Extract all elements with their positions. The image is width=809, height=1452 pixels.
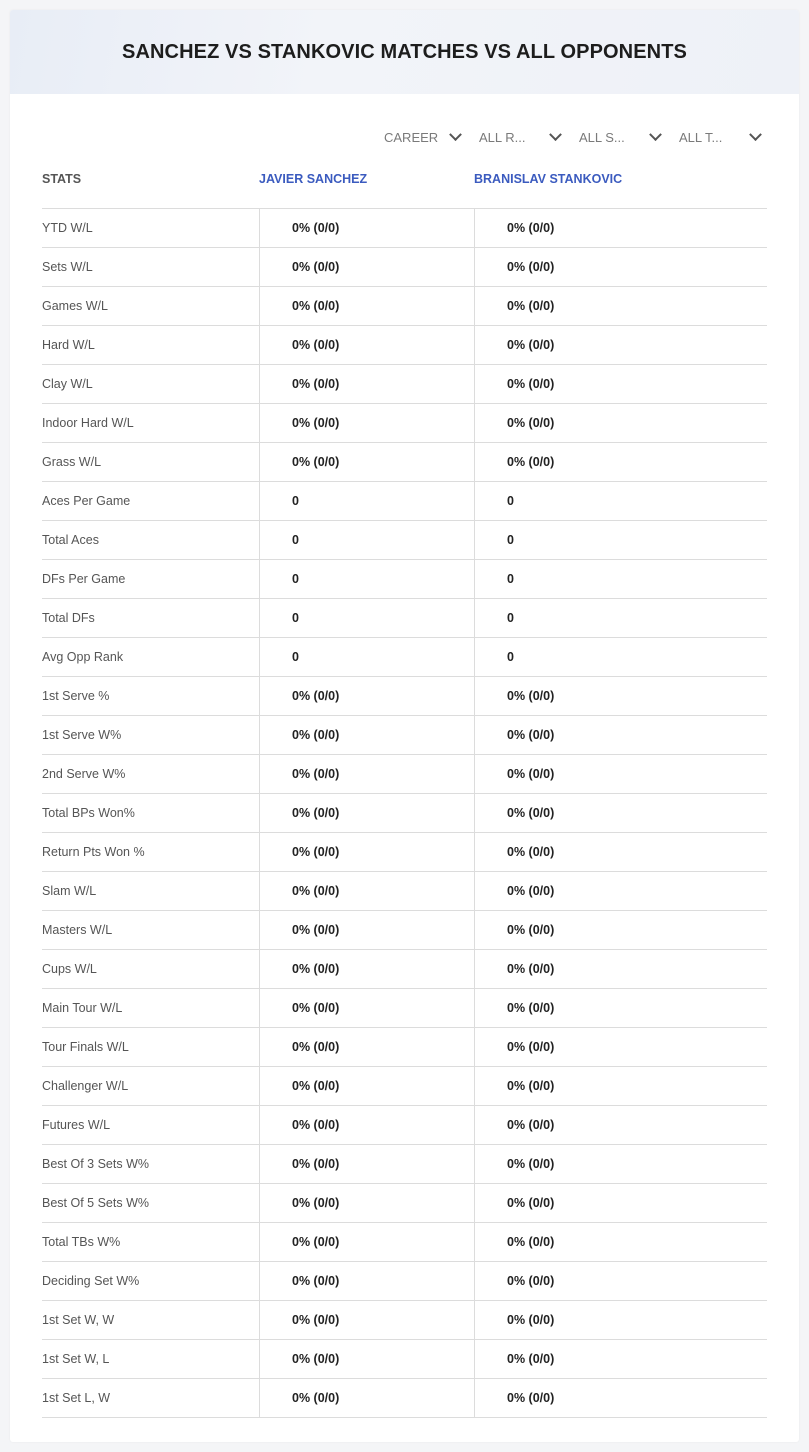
table-row	[42, 209, 767, 248]
player1-value: 0% (0/0)	[259, 716, 474, 754]
player2-value: 0% (0/0)	[474, 248, 767, 286]
player2-value: 0	[474, 638, 767, 676]
player2-link[interactable]: BRANISLAV STANKOVIC	[474, 172, 623, 186]
page-title: SANCHEZ VS STANKOVIC MATCHES VS ALL OPPONENTS	[122, 40, 687, 63]
tournament-select-value: ALL T...	[679, 129, 723, 145]
player2-value: 0% (0/0)	[474, 794, 767, 832]
player2-value: 0	[474, 599, 767, 637]
player2-value: 0	[474, 560, 767, 598]
table-row	[42, 560, 767, 599]
stat-label: 1st Serve W%	[42, 728, 122, 742]
player2-value: 0% (0/0)	[474, 287, 767, 325]
player2-value: 0% (0/0)	[474, 872, 767, 910]
stat-label: Total Aces	[42, 533, 99, 547]
player1-value: 0	[259, 560, 474, 598]
chevron-down-icon	[649, 128, 662, 141]
player1-value: 0	[259, 521, 474, 559]
player1-value: 0% (0/0)	[259, 872, 474, 910]
stat-label: Deciding Set W%	[42, 1274, 140, 1288]
player1-value: 0% (0/0)	[259, 755, 474, 793]
player1-value: 0% (0/0)	[259, 1067, 474, 1105]
round-select[interactable]	[479, 126, 564, 148]
stat-label: Aces Per Game	[42, 494, 131, 508]
player2-value: 0% (0/0)	[474, 1106, 767, 1144]
player2-value: 0% (0/0)	[474, 1223, 767, 1261]
table-row	[42, 1028, 767, 1067]
period-select-value: CAREER	[384, 129, 439, 145]
player2-value: 0% (0/0)	[474, 326, 767, 364]
stat-label: Tour Finals W/L	[42, 1040, 129, 1054]
table-row	[42, 638, 767, 677]
surface-select[interactable]	[579, 126, 664, 148]
player1-value: 0% (0/0)	[259, 794, 474, 832]
player1-value: 0	[259, 482, 474, 520]
player1-value: 0% (0/0)	[259, 1223, 474, 1261]
stat-label: Sets W/L	[42, 260, 93, 274]
stat-label: Masters W/L	[42, 923, 113, 937]
player1-value: 0% (0/0)	[259, 989, 474, 1027]
player2-value: 0% (0/0)	[474, 443, 767, 481]
stat-label: Best Of 5 Sets W%	[42, 1196, 149, 1210]
stat-label: Total TBs W%	[42, 1235, 121, 1249]
player2-value: 0% (0/0)	[474, 1340, 767, 1378]
player2-value: 0% (0/0)	[474, 209, 767, 247]
player1-value: 0	[259, 638, 474, 676]
stat-label: Hard W/L	[42, 338, 95, 352]
stat-label: 1st Serve %	[42, 689, 110, 703]
stats-table	[42, 208, 767, 1418]
stat-label: Challenger W/L	[42, 1079, 129, 1093]
table-row	[42, 989, 767, 1028]
stat-label: Cups W/L	[42, 962, 97, 976]
table-row	[42, 1340, 767, 1379]
table-row	[42, 521, 767, 560]
table-row	[42, 599, 767, 638]
table-row	[42, 872, 767, 911]
player1-value: 0% (0/0)	[259, 287, 474, 325]
page-header	[10, 10, 799, 94]
stats-card	[10, 10, 799, 1442]
player1-value: 0% (0/0)	[259, 1262, 474, 1300]
table-row	[42, 794, 767, 833]
table-row	[42, 677, 767, 716]
player2-value: 0% (0/0)	[474, 1184, 767, 1222]
stat-label: Grass W/L	[42, 455, 102, 469]
player2-value: 0% (0/0)	[474, 677, 767, 715]
player2-value: 0% (0/0)	[474, 950, 767, 988]
player1-value: 0% (0/0)	[259, 950, 474, 988]
stat-label: Slam W/L	[42, 884, 97, 898]
chevron-down-icon	[549, 128, 562, 141]
table-row	[42, 1106, 767, 1145]
player1-value: 0% (0/0)	[259, 1301, 474, 1339]
player2-value: 0% (0/0)	[474, 1301, 767, 1339]
surface-select-value: ALL S...	[579, 129, 625, 145]
player1-value: 0% (0/0)	[259, 833, 474, 871]
stat-label: Clay W/L	[42, 377, 93, 391]
stat-label: Games W/L	[42, 299, 108, 313]
player1-value: 0% (0/0)	[259, 677, 474, 715]
player2-value: 0% (0/0)	[474, 1379, 767, 1417]
table-row	[42, 365, 767, 404]
stat-label: 1st Set L, W	[42, 1391, 111, 1405]
table-row	[42, 1262, 767, 1301]
stat-label: YTD W/L	[42, 221, 93, 235]
player1-value: 0% (0/0)	[259, 209, 474, 247]
stat-label: Main Tour W/L	[42, 1001, 123, 1015]
table-row	[42, 911, 767, 950]
player1-value: 0% (0/0)	[259, 1184, 474, 1222]
stat-label: Return Pts Won %	[42, 845, 145, 859]
table-row	[42, 833, 767, 872]
player1-value: 0% (0/0)	[259, 326, 474, 364]
player1-value: 0% (0/0)	[259, 443, 474, 481]
table-row	[42, 248, 767, 287]
chevron-down-icon	[749, 128, 762, 141]
stat-label: DFs Per Game	[42, 572, 126, 586]
player2-value: 0% (0/0)	[474, 1145, 767, 1183]
player1-value: 0% (0/0)	[259, 248, 474, 286]
player2-value: 0% (0/0)	[474, 1262, 767, 1300]
table-row	[42, 716, 767, 755]
player2-value: 0% (0/0)	[474, 716, 767, 754]
player1-value: 0% (0/0)	[259, 911, 474, 949]
player2-value: 0% (0/0)	[474, 833, 767, 871]
stat-label: Best Of 3 Sets W%	[42, 1157, 149, 1171]
player2-value: 0% (0/0)	[474, 365, 767, 403]
player1-link[interactable]: JAVIER SANCHEZ	[259, 172, 368, 186]
player2-value: 0% (0/0)	[474, 1067, 767, 1105]
player1-value: 0% (0/0)	[259, 365, 474, 403]
stats-column-header: STATS	[42, 172, 82, 186]
stat-label: 1st Set W, L	[42, 1352, 110, 1366]
filter-bar	[10, 126, 799, 148]
player1-value: 0% (0/0)	[259, 1340, 474, 1378]
player2-value: 0% (0/0)	[474, 989, 767, 1027]
round-select-value: ALL R...	[479, 129, 526, 145]
stat-label: Avg Opp Rank	[42, 650, 124, 664]
player2-value: 0	[474, 482, 767, 520]
table-row	[42, 482, 767, 521]
tournament-select[interactable]	[679, 126, 764, 148]
player1-value: 0% (0/0)	[259, 404, 474, 442]
stat-label: 2nd Serve W%	[42, 767, 126, 781]
player1-value: 0	[259, 599, 474, 637]
stat-label: Indoor Hard W/L	[42, 416, 134, 430]
player2-value: 0	[474, 521, 767, 559]
table-row	[42, 1379, 767, 1418]
chevron-down-icon	[449, 128, 462, 141]
player1-value: 0% (0/0)	[259, 1028, 474, 1066]
player1-value: 0% (0/0)	[259, 1379, 474, 1417]
player2-value: 0% (0/0)	[474, 755, 767, 793]
player1-value: 0% (0/0)	[259, 1106, 474, 1144]
stat-label: 1st Set W, W	[42, 1313, 115, 1327]
player2-value: 0% (0/0)	[474, 404, 767, 442]
table-row	[42, 1067, 767, 1106]
table-row	[42, 326, 767, 365]
table-row	[42, 1223, 767, 1262]
stat-label: Total BPs Won%	[42, 806, 135, 820]
table-row	[42, 1301, 767, 1340]
player1-value: 0% (0/0)	[259, 1145, 474, 1183]
period-select[interactable]	[384, 126, 464, 148]
stat-label: Futures W/L	[42, 1118, 111, 1132]
table-row	[42, 1145, 767, 1184]
player2-value: 0% (0/0)	[474, 1028, 767, 1066]
table-header	[42, 170, 767, 208]
table-row	[42, 404, 767, 443]
table-row	[42, 950, 767, 989]
table-row	[42, 287, 767, 326]
table-row	[42, 755, 767, 794]
table-row	[42, 1184, 767, 1223]
player2-value: 0% (0/0)	[474, 911, 767, 949]
stat-label: Total DFs	[42, 611, 95, 625]
table-row	[42, 443, 767, 482]
